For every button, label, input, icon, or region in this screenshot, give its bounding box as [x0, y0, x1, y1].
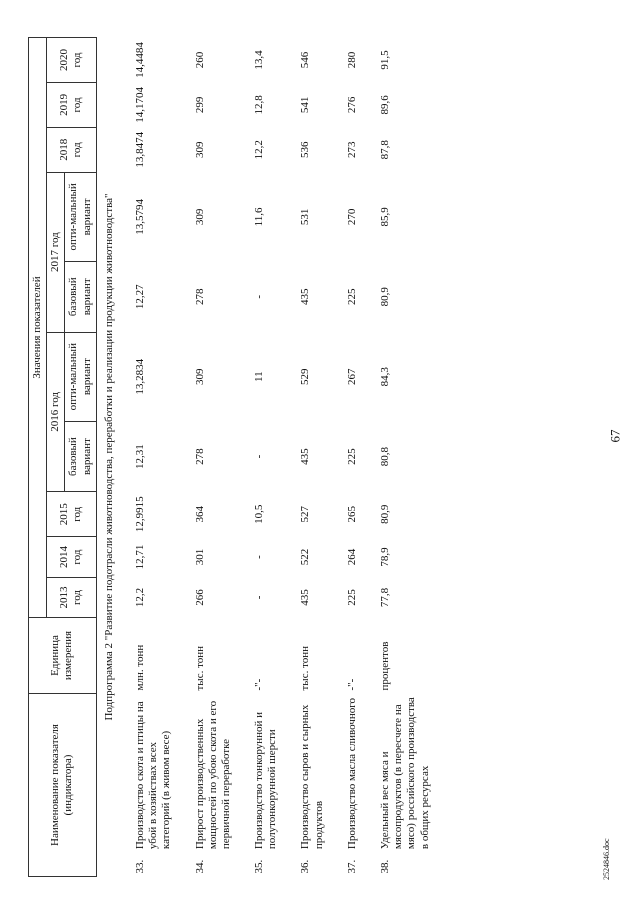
header-2017: 2017 год: [47, 172, 65, 332]
table-row: [239, 38, 285, 877]
value-cell: 299: [193, 96, 206, 114]
value-cell: 280: [345, 51, 358, 69]
row-number: 38.: [379, 859, 391, 874]
unit-cell: млн. тонн: [133, 644, 146, 691]
header-2020: 2020 год: [47, 38, 97, 83]
value-cell: 11,6: [253, 207, 266, 227]
header-2019: 2019 год: [47, 82, 97, 127]
unit-cell: тыс. тонн: [299, 645, 312, 691]
header-2016-base: базовый вариант: [65, 421, 96, 491]
value-cell: 91,5: [379, 50, 391, 70]
table-row: [332, 38, 365, 877]
value-cell: 11: [253, 371, 266, 382]
header-name: Наименование показателя (индикатора): [29, 694, 97, 877]
value-cell: 266: [193, 589, 206, 606]
header-2015: 2015 год: [47, 492, 97, 537]
row-number: 33.: [133, 859, 146, 874]
unit-cell: -"-: [345, 678, 358, 691]
value-cell: 531: [299, 208, 312, 226]
header-2016-opt: опти-мальный вариант: [65, 332, 96, 421]
indicator-name: Прирост производственных мощностей по убою скота и его первичной переработке: [193, 700, 232, 850]
value-cell: 89,6: [379, 95, 391, 115]
indicators-table: [28, 37, 438, 877]
value-cell: 80,9: [379, 287, 391, 307]
value-cell: 84,3: [379, 367, 391, 387]
value-cell: 87,8: [379, 140, 391, 160]
table-row: [180, 38, 240, 877]
value-cell: 529: [299, 368, 312, 385]
value-cell: 276: [345, 96, 358, 114]
value-cell: -: [253, 595, 266, 600]
value-cell: 14,1704: [133, 87, 146, 123]
unit-cell: -"-: [253, 678, 266, 691]
unit-cell: тыс. тонн: [193, 645, 206, 691]
value-cell: 85,9: [379, 207, 391, 227]
value-cell: 12,8: [253, 95, 266, 115]
value-cell: 270: [345, 208, 358, 226]
header-values-group: Значения показателей: [29, 38, 47, 618]
value-cell: 364: [193, 505, 206, 523]
row-number: 34.: [193, 859, 206, 874]
indicator-name: Производство масла сливочного: [345, 697, 358, 850]
value-cell: 225: [345, 589, 358, 606]
value-cell: -: [253, 555, 266, 559]
value-cell: 265: [345, 505, 358, 523]
value-cell: 541: [299, 96, 312, 114]
value-cell: 10,5: [253, 504, 266, 524]
value-cell: 309: [193, 208, 206, 226]
value-cell: 13,2834: [133, 358, 146, 395]
indicator-name: Производство скота и птицы на убой в хозяйствах всех категорий (в живом весе): [133, 701, 173, 850]
header-2013: 2013 год: [47, 577, 97, 617]
table-row: [365, 38, 438, 877]
value-cell: 260: [193, 51, 206, 69]
value-cell: -: [253, 294, 266, 299]
value-cell: 435: [299, 589, 312, 606]
header-2018: 2018 год: [47, 127, 97, 172]
value-cell: 13,8474: [133, 131, 146, 168]
unit-cell: процентов: [379, 641, 391, 691]
value-cell: 12,27: [133, 284, 146, 310]
value-cell: 309: [193, 368, 206, 385]
row-number: 37.: [345, 859, 358, 874]
rotated-page-content: [28, 37, 612, 877]
value-cell: 267: [345, 368, 358, 385]
page-number: 67: [607, 429, 623, 443]
table-row: [120, 38, 180, 877]
value-cell: 12,2: [133, 587, 146, 608]
value-cell: 12,9915: [133, 496, 146, 533]
table-row: [285, 38, 331, 877]
value-cell: 14,4484: [133, 42, 146, 78]
value-cell: 77,8: [379, 587, 391, 608]
value-cell: 12,2: [253, 140, 266, 160]
value-cell: 264: [345, 548, 358, 566]
value-cell: 278: [193, 288, 206, 306]
value-cell: 273: [345, 141, 358, 159]
value-cell: 278: [193, 448, 206, 465]
value-cell: 80,8: [379, 446, 391, 467]
indicator-name: Производство тонкорунной и полутонкорунной шерсти: [253, 711, 279, 850]
value-cell: 522: [299, 548, 312, 566]
header-2017-opt: опти-мальный вариант: [65, 172, 96, 261]
value-cell: 225: [345, 448, 358, 465]
indicator-name: Производство сыров и сырных продуктов: [299, 704, 325, 850]
value-cell: 435: [299, 288, 312, 306]
value-cell: 12,31: [133, 444, 146, 469]
subprogram-title: Подпрограмма 2 "Развитие подотрасли животноводства, переработки и реализации продукции животноводства": [102, 193, 115, 721]
indicator-name: Удельный вес мяса и мясопродуктов (в пересчете на мясо) российского производства в общих ресурсах: [379, 697, 431, 850]
value-cell: 527: [299, 505, 312, 523]
row-number: 35.: [253, 859, 266, 874]
row-number: 36.: [299, 859, 312, 874]
value-cell: 309: [193, 141, 206, 159]
header-2016: 2016 год: [47, 332, 65, 492]
value-cell: -: [253, 454, 266, 459]
header-unit: Единица измерения: [29, 618, 97, 694]
value-cell: 78,9: [379, 547, 391, 567]
value-cell: 13,4: [253, 50, 266, 70]
value-cell: 546: [299, 51, 312, 69]
header-2014: 2014 год: [47, 537, 97, 578]
value-cell: 435: [299, 448, 312, 465]
footer-filename: 2524846.doc: [602, 838, 611, 880]
value-cell: 12,71: [133, 544, 146, 570]
value-cell: 13,5794: [133, 199, 146, 235]
value-cell: 536: [299, 141, 312, 159]
value-cell: 301: [193, 548, 206, 566]
header-2017-base: базовый вариант: [65, 262, 96, 332]
value-cell: 225: [345, 288, 358, 306]
value-cell: 80,9: [379, 504, 391, 524]
